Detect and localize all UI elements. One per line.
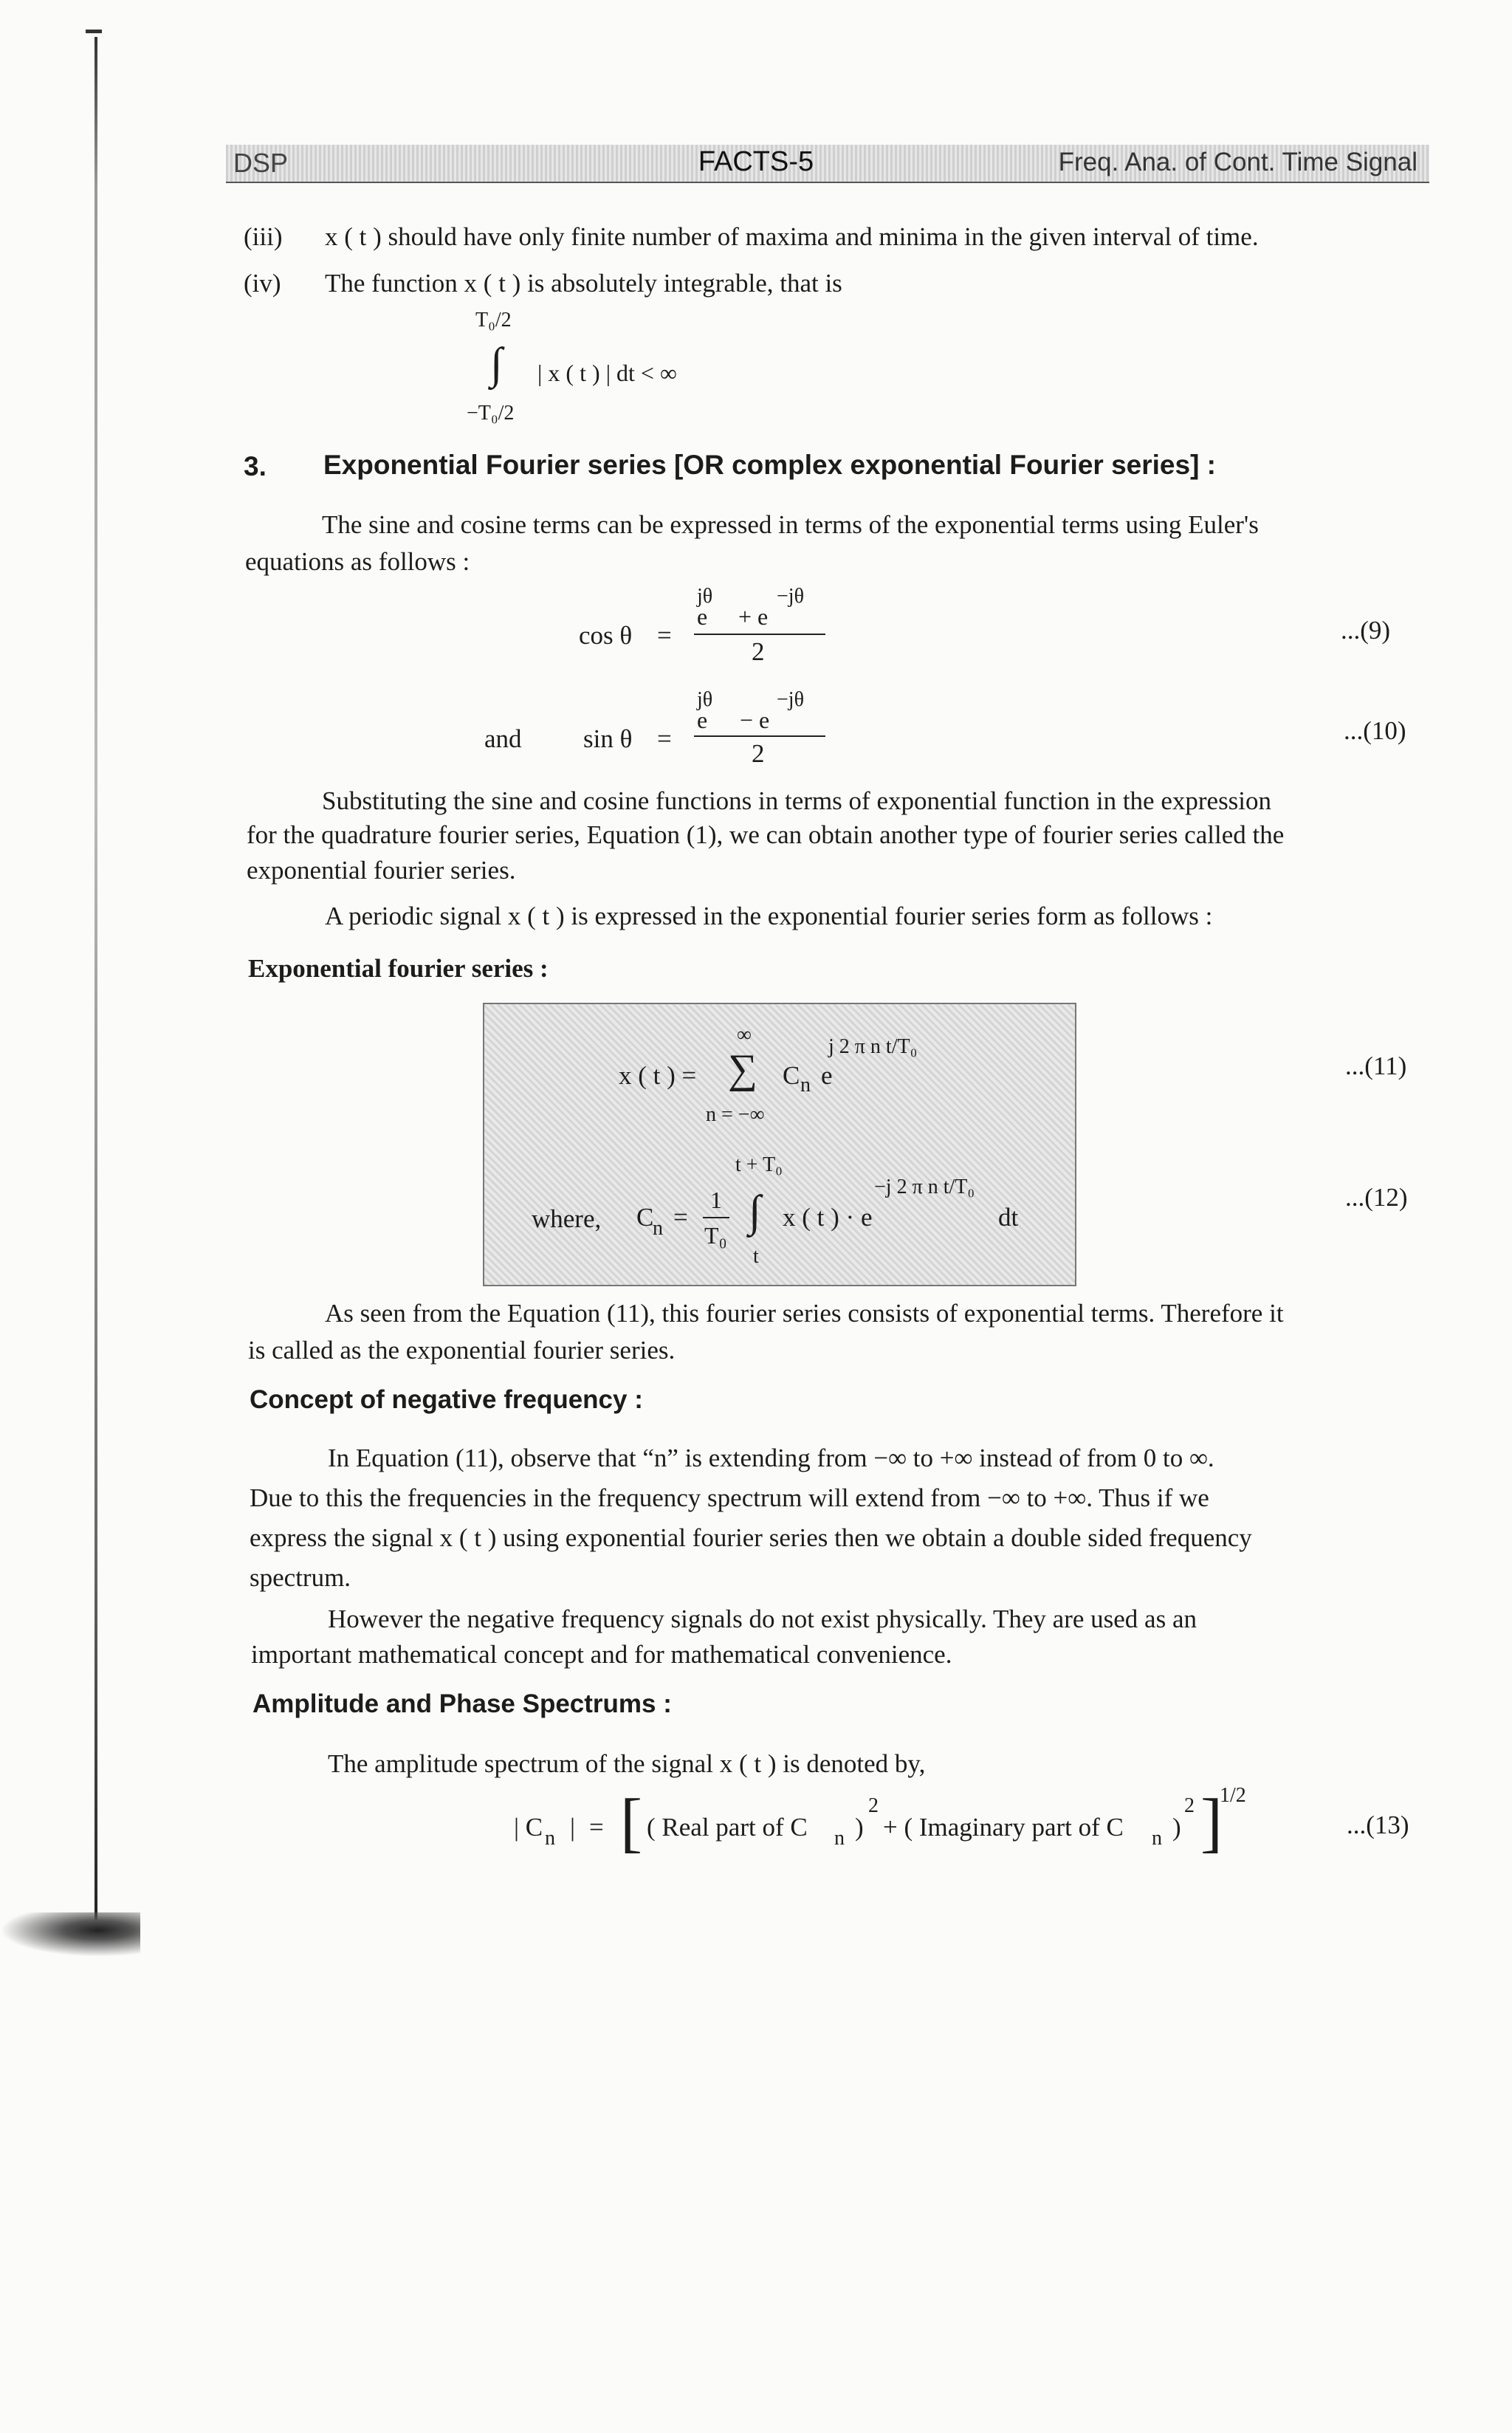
scan-mark xyxy=(86,30,102,33)
para-neg-line2: Due to this the frequencies in the frequency spectrum will extend from −∞ to +∞. Thus if we xyxy=(250,1483,1209,1512)
eq13-lhs-end: | xyxy=(570,1813,576,1842)
eq11-number: ...(11) xyxy=(1345,1051,1407,1080)
header-page-title: FACTS-5 xyxy=(698,146,814,177)
eq11-exponent: j 2 π n t/T₀ xyxy=(828,1035,918,1058)
eq13-imag-sub: n xyxy=(1152,1827,1162,1850)
eq9-num-exp-a: jθ xyxy=(697,585,713,608)
eq11-sigma: ∑ xyxy=(728,1046,757,1092)
eq12-equals: = xyxy=(673,1203,688,1232)
eq11-term: C xyxy=(783,1061,800,1090)
subheading-exp-fourier: Exponential fourier series : xyxy=(248,954,549,983)
eq9-denominator: 2 xyxy=(752,637,765,666)
heading-negative-frequency: Concept of negative frequency : xyxy=(250,1385,643,1414)
eq9-equals: = xyxy=(657,621,672,650)
integral-lower-limit: −T₀/2 xyxy=(467,402,515,425)
eq12-int-lower: t xyxy=(753,1245,759,1268)
header-left-text: DSP xyxy=(233,148,289,178)
eq9-lhs: cos θ xyxy=(579,621,633,650)
section-heading: Exponential Fourier series [OR complex exponential Fourier series] : xyxy=(323,450,1217,480)
eq13-number: ...(13) xyxy=(1347,1811,1409,1839)
eq9-number: ...(9) xyxy=(1341,616,1391,645)
eq10-number: ...(10) xyxy=(1344,716,1406,745)
eq13-lhs: | C xyxy=(514,1813,543,1842)
eq9-num-e: e xyxy=(697,603,708,630)
eq13-lhs-sub: n xyxy=(545,1827,555,1850)
eq9-num-exp-b: −jθ xyxy=(777,585,804,608)
eq13-right-bracket: ] xyxy=(1200,1786,1223,1859)
integral-body: | x ( t ) | dt < ∞ xyxy=(537,360,677,386)
para-seen-line2: is called as the exponential fourier series. xyxy=(248,1336,676,1365)
section-intro-line2: equations as follows : xyxy=(245,547,470,576)
condition-text-iv: The function x ( t ) is absolutely integrable, that is xyxy=(325,269,842,298)
eq13-square-2: 2 xyxy=(1184,1794,1195,1817)
integral-upper-limit: T₀/2 xyxy=(475,309,512,332)
eq13-equals: = xyxy=(589,1813,604,1842)
eq10-num-e: e xyxy=(697,707,708,733)
section-number: 3. xyxy=(244,451,267,481)
para-substituting-line2: for the quadrature fourier series, Equation (1), we can obtain another type of fourier series called the xyxy=(247,820,1285,849)
condition-label-iv: (iv) xyxy=(244,269,281,298)
eq12-frac-den: T₀ xyxy=(704,1222,727,1249)
eq10-prefix: and xyxy=(484,724,522,753)
eq13-imag-end: ) xyxy=(1172,1813,1181,1842)
para-neg-line3: express the signal x ( t ) using exponential fourier series then we obtain a double sided frequency xyxy=(250,1523,1252,1552)
eq10-num-exp-b: −jθ xyxy=(777,688,804,711)
heading-amplitude-phase: Amplitude and Phase Spectrums : xyxy=(252,1689,672,1718)
eq10-lhs: sin θ xyxy=(583,724,633,753)
eq12-frac-num: 1 xyxy=(710,1187,722,1213)
binding-edge-line xyxy=(94,37,97,1927)
para-substituting-line3: exponential fourier series. xyxy=(247,856,516,885)
para-amplitude: The amplitude spectrum of the signal x ( t ) is denoted by, xyxy=(328,1749,926,1778)
eq11-term-sub: n xyxy=(800,1074,811,1097)
section-intro-line1: The sine and cosine terms can be expressed in terms of the exponential terms using Euler's xyxy=(322,510,1259,539)
eq11-sum-upper: ∞ xyxy=(737,1023,752,1046)
eq10-num-minus-e: − e xyxy=(740,707,770,733)
eq13-real-end: ) xyxy=(855,1813,864,1842)
eq13-left-bracket: [ xyxy=(620,1786,642,1859)
para-neg-line1: In Equation (11), observe that “n” is extending from −∞ to +∞ instead of from 0 to ∞. xyxy=(328,1444,1214,1472)
eq12-int-upper: t + T₀ xyxy=(735,1153,783,1176)
eq12-lhs: C xyxy=(636,1203,654,1232)
eq11-lhs: x ( t ) = xyxy=(619,1061,697,1090)
eq13-imag: + ( Imaginary part of C xyxy=(883,1813,1124,1842)
eq13-power: 1/2 xyxy=(1220,1784,1246,1807)
eq12-where: where, xyxy=(532,1204,602,1233)
para-periodic: A periodic signal x ( t ) is expressed in the exponential fourier series form as follows : xyxy=(325,902,1213,930)
eq12-body: x ( t ) · e xyxy=(783,1203,873,1232)
para-seen-line1: As seen from the Equation (11), this fourier series consists of exponential terms. Therefore it xyxy=(325,1299,1284,1328)
eq13-real: ( Real part of C xyxy=(647,1813,808,1842)
eq10-equals: = xyxy=(657,724,672,753)
eq12-number: ...(12) xyxy=(1345,1183,1408,1212)
formula-box xyxy=(483,1003,1076,1286)
integral-sign: ∫ xyxy=(490,339,503,388)
para-neg-line4: spectrum. xyxy=(250,1563,351,1592)
eq10-num-exp-a: jθ xyxy=(697,688,713,711)
scan-smudge xyxy=(0,1912,140,1957)
condition-text-iii: x ( t ) should have only finite number of maxima and minima in the given interval of time. xyxy=(325,222,1259,251)
header-chapter-title: Freq. Ana. of Cont. Time Signal xyxy=(1058,148,1418,176)
para-substituting-line1: Substituting the sine and cosine functions in terms of exponential function in the expression xyxy=(322,786,1272,815)
condition-label-iii: (iii) xyxy=(244,222,283,251)
eq12-exponent: −j 2 π n t/T₀ xyxy=(874,1176,975,1198)
eq9-num-plus-e: + e xyxy=(738,603,769,630)
eq12-lhs-sub: n xyxy=(653,1217,663,1240)
eq13-real-sub: n xyxy=(834,1827,845,1850)
eq10-denominator: 2 xyxy=(752,739,765,768)
eq11-sum-lower: n = −∞ xyxy=(706,1103,765,1126)
eq11-e: e xyxy=(821,1061,833,1090)
eq13-square-1: 2 xyxy=(868,1794,879,1817)
eq12-dt: dt xyxy=(998,1203,1019,1232)
para-however-line2: important mathematical concept and for mathematical convenience. xyxy=(251,1640,952,1669)
eq12-integral-sign: ∫ xyxy=(749,1187,761,1235)
para-however-line1: However the negative frequency signals do not exist physically. They are used as an xyxy=(328,1605,1197,1633)
